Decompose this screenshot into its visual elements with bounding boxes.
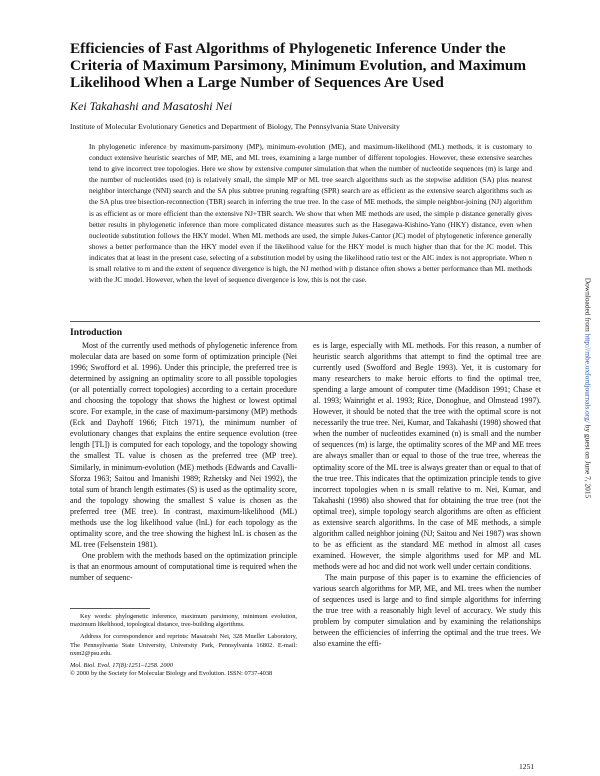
page-number: 1251 (519, 762, 535, 771)
keywords-footnote: Key words: phylogenetic inference, maximum parsimony, minimum evolution, maximum likelihood, topological distance, tree-building algorithms. (70, 613, 297, 629)
abstract-divider (70, 321, 540, 322)
journal-reference: Mol. Biol. Evol. 17(8):1251–1258. 2000 (70, 662, 173, 670)
introduction-heading: Introduction (70, 327, 123, 338)
correspondence-footnote: Address for correspondence and reprints: Masatoshi Nei, 328 Mueller Laboratory, The Pennsylvania State University, University Park, Pennsylvania 16802. E-mail: nxm2@psu.edu. (70, 633, 297, 657)
article-authors: Kei Takahashi and Masatoshi Nei (70, 99, 233, 113)
abstract: In phylogenetic inference by maximum-parsimony (MP), minimum-evolution (ME), and maximum-likelihood (ML) methods, it is customary to conduct extensive heuristic searches of MP, ME, and ML trees, examining a large number of different topologies. However, these extensive searches tend to give incorrect tree topologies. Here we show by extensive computer simulation that when the number of nucleotide sequences (m) is large and the number of nucleotides used (n) is relatively small, the simple MP or ML tree search algorithms such as the stepwise addition (SA) plus nearest neighbor interchange (NNI) search and the SA plus subtree pruning regrafting (SPR) search are as efficient as the extensive search algorithms such as the SA plus tree bisection-reconnection (TBR) search in inferring the true tree. In the case of ME methods, the simple neighbor-joining (NJ) algorithm is as efficient as or more efficient than the extensive NJ+TBR search. We show that when ME methods are used, the simple p distance generally gives better results in phylogenetic inference than more complicated distance measures such as the Hasegawa-Kishino-Yano (HKY) distance, even when nucleotide substitution follows the HKY model. When ML methods are used, the simple Jukes-Cantor (JC) model of phylogenetic inference generally shows a better performance than the HKY model even if the likelihood value for the HKY model is much higher than that for the JC model. This indicates that at least in the present case, selecting of a substitution model by using the likelihood ratio test or the AIC index is not appropriate. When n is small relative to m and the extent of sequence divergence is high, the NJ method with p distance often shows a better performance than ML methods with the JC model. However, when the level of sequence divergence is low, this is not the case. (89, 142, 532, 285)
intro-paragraph-1: Most of the currently used methods of phylogenetic inference from molecular data are based on some form of optimization principle (Nei 1996; Swofford et al. 1996). Under this principle, the preferred tree is determined by assigning an optimality score to all possible topologies (or all potentially correct topologies) according to a certain procedure and choosing the topology that shows the highest or lowest optimal score. For example, in the case of maximum-parsimony (MP) methods (Eck and Dayhoff 1966; Fitch 1971), the minimum number of evolutionary changes that explains the entire sequence evolution (tree length [TL]) is computed for each topology, and the topology showing the smallest TL value is chosen as the preferred tree (MP tree). Similarly, in minimum-evolution (ME) methods (Edwards and Cavalli-Sforza 1963; Saitou and Imanishi 1989; Rzhetsky and Nei 1992), the total sum of branch length estimates (S) is used as the optimality score, and the topology showing the smallest S value is chosen as the preferred tree (ME tree). In contrast, maximum-likelihood (ML) methods use the log likelihood value (lnL) for each topology as the optimality score, and the tree showing the highest lnL is chosen as the ML tree (Felsenstein 1981). (70, 341, 297, 549)
introduction-left-column (70, 340, 297, 583)
download-watermark (584, 278, 593, 499)
download-watermark-suffix: by guest on June 7, 2015 (583, 422, 593, 499)
intro-paragraph-2-continued: es is large, especially with ML methods. For this reason, a number of heuristic search algorithms that attempt to find the optimal tree are currently used (Swofford and Begle 1993). Yet, it is customary for many researchers to make heroic efforts to find the optimal tree, spending a large amount of computer time (Maddison 1991; Chase et al. 1993; Wainright et al. 1993; Rice, Donoghue, and Olmstead 1997). However, it should be noted that the tree with the optimal score is not necessarily the true tree. Nei, Kumar, and Takahashi (1998) showed that when the number of nucleotides examined (n) is small and the number of sequences (m) is large, the optimality scores of the MP and ME trees are always smaller than or equal to those of the true tree, whereas the optimality score of the ML tree is always greater than or equal to that of the true tree. This indicates that the optimization principle tends to give incorrect topologies when n is small relative to m. Nei, Kumar, and Takahashi (1998) also showed that for obtaining the true tree (not the optimal tree), simple topology search algorithms are often as efficient as extensive search algorithms. In the case of ME methods, a simple algorithm called neighbor joining (NJ; Saitou and Nei 1987) was shown to be as efficient as the standard ME method in almost all cases examined. However, the simple algorithms used for MP and ML methods were ad hoc and did not work well under certain conditions. (313, 341, 541, 571)
introduction-right-column (313, 340, 541, 649)
journal-site-link[interactable]: http://mbe.oxfordjournals.org/ (583, 333, 593, 423)
article-affiliation: Institute of Molecular Evolutionary Genetics and Department of Biology, The Pennsylvania State University (70, 122, 400, 131)
copyright-notice: © 2000 by the Society for Molecular Biology and Evolution. ISSN: 0737-4038 (70, 670, 273, 678)
footnote-divider (70, 608, 150, 609)
intro-paragraph-2: One problem with the methods based on the optimization principle is that an enormous amount of computational time is required when the number of sequenc- (70, 550, 297, 582)
footnotes (70, 613, 297, 682)
article-title: Efficiencies of Fast Algorithms of Phylogenetic Inference Under the Criteria of Maximum Parsimony, Minimum Evolution, and Maximum Likelihood When a Large Number of Sequences Are Used (70, 40, 527, 91)
intro-paragraph-3: The main purpose of this paper is to examine the efficiencies of various search algorithms for MP, ME, and ML trees when the number of sequences used is large and to find simple algorithms for inferring the true tree with a reasonably high level of accuracy. We study this problem by computer simulation and by examining the relationships between the efficiencies of inferring the optimal and the true trees. We also examine the effi- (313, 572, 541, 649)
download-watermark-prefix: Downloaded from (583, 277, 593, 334)
